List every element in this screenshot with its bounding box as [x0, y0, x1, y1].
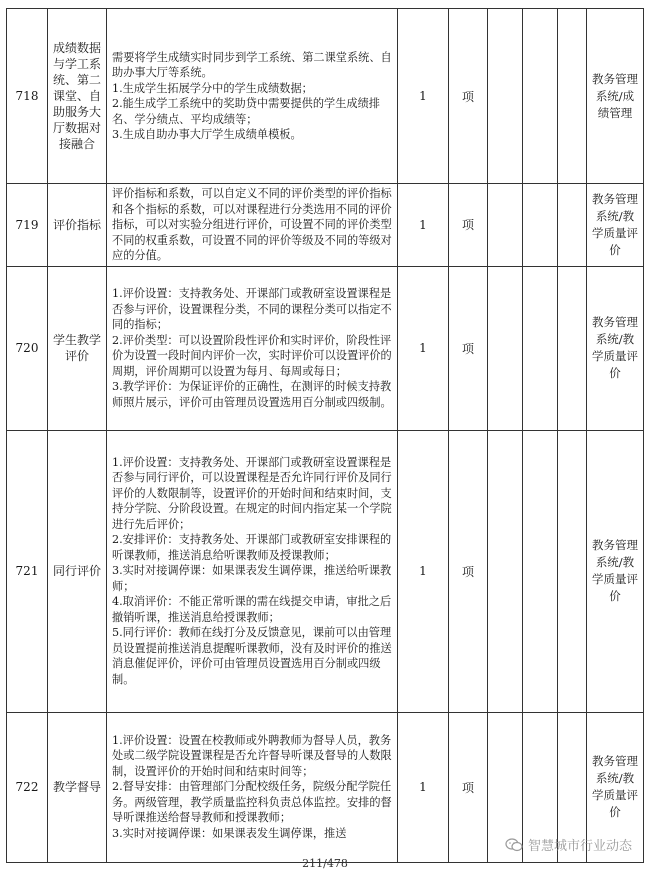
unit: 项: [449, 266, 488, 430]
item-name: 学生教学评价: [48, 266, 107, 430]
description-line: 4.取消评价：不能正常听课的需在线提交申请，审批之后撤销听课，推送消息给授课教师；: [112, 595, 392, 624]
unit: 项: [449, 430, 488, 712]
table-row: [7, 430, 644, 712]
empty-cell: [488, 184, 523, 267]
row-number: 718: [7, 9, 48, 184]
module-category: 教务管理系统/教学质量评价: [587, 712, 644, 862]
item-name: 教学督导: [48, 712, 107, 862]
watermark: [505, 835, 632, 854]
watermark-text: 智慧城市行业动态: [527, 839, 632, 854]
description-line: 1.评价设置：设置在校教师或外聘教师为督导人员，教务处或二级学院设置课程是否允许督导听课及督导的人数限制，设置评价的开始时间和结束时间等；: [112, 733, 392, 778]
unit: 项: [449, 184, 488, 267]
empty-cell: [558, 184, 587, 267]
description-line: 2.能生成学工系统中的奖助贷中需要提供的学生成绩排名、学分绩点、平均成绩等；: [112, 97, 380, 126]
table-row: [7, 266, 644, 430]
module-category: 教务管理系统/教学质量评价: [587, 184, 644, 267]
row-number: 720: [7, 266, 48, 430]
item-description: [107, 184, 398, 267]
empty-cell: [488, 266, 523, 430]
description-line: 需要将学生成绩实时同步到学工系统、第二课堂系统、自助办事大厅等系统。: [112, 50, 392, 79]
page-number: 211/478: [302, 857, 348, 870]
requirements-table: [6, 8, 644, 863]
empty-cell: [523, 266, 558, 430]
item-name: 评价指标: [48, 184, 107, 267]
description-line: 评价指标和系数，可以自定义不同的评价类型的评价指标和各个指标的系数，可以对课程进行分类选用不同的评价指标，可以对实验分组进行评价，可设置不同的评价类型不同的权重系数，可设置不同的评价等级及不同的等级对应的分值。: [112, 187, 392, 262]
quantity: 1: [398, 712, 449, 862]
description-line: 3.教学评价：为保证评价的正确性，在测评的时候支持教师照片展示，评价可由管理员设置选用百分制或四级制。: [112, 380, 392, 409]
item-description: [107, 430, 398, 712]
empty-cell: [488, 9, 523, 184]
description-line: 1.评价设置：支持教务处、开课部门或教研室设置课程是否参与同行评价，可以设置课程是否允许同行评价及同行评价的人数限制等，设置评价的开始时间和结束时间，支持分学院、分阶段设置。在规定的时间内指定某一个学院进行先后评价；: [112, 455, 392, 531]
empty-cell: [523, 430, 558, 712]
quantity: 1: [398, 184, 449, 267]
description-line: 2.督导安排：由管理部门分配校级任务，院级分配学院任务。两级管理，教学质量监控科负责总体监控。安排的督导听课推送给督导教师和授课教师；: [112, 780, 392, 825]
empty-cell: [558, 430, 587, 712]
description-line: 1.评价设置：支持教务处、开课部门或教研室设置课程是否参与评价，设置课程分类，不同的课程分类可以指定不同的指标；: [112, 287, 392, 331]
description-line: 2.评价类型：可以设置阶段性评价和实时评价，阶段性评价为设置一段时间内评价一次，实时评价可以设置评价的周期，评价周期可以设置为每月、每周或每日；: [112, 333, 392, 378]
wechat-icon: [505, 838, 523, 852]
quantity: 1: [398, 430, 449, 712]
item-description: [107, 266, 398, 430]
quantity: 1: [398, 266, 449, 430]
row-number: 719: [7, 184, 48, 267]
module-category: 教务管理系统/教学质量评价: [587, 430, 644, 712]
item-name: 成绩数据与学工系统、第二课堂、自助服务大厅数据对接融合: [48, 9, 107, 184]
empty-cell: [488, 430, 523, 712]
description-line: 5.同行评价：教师在线打分及反馈意见，课前可以由管理员设置提前推送消息提醒听课教师，没有及时评价的推送消息催促评价，评价可由管理员设置选用百分制或四级制。: [112, 626, 392, 686]
empty-cell: [558, 9, 587, 184]
unit: 项: [449, 9, 488, 184]
unit: 项: [449, 712, 488, 862]
row-number: 722: [7, 712, 48, 862]
empty-cell: [523, 184, 558, 267]
row-number: 721: [7, 430, 48, 712]
description-line: 3.实时对接调停课：如果课表发生调停课，推送给听课教师；: [112, 564, 392, 593]
description-line: 3.实时对接调停课：如果课表发生调停课，推送: [112, 826, 347, 840]
quantity: 1: [398, 9, 449, 184]
empty-cell: [523, 9, 558, 184]
table-row: [7, 9, 644, 184]
description-line: 3.生成自助办事大厅学生成绩单模板。: [112, 128, 302, 141]
module-category: 教务管理系统/教学质量评价: [587, 266, 644, 430]
item-name: 同行评价: [48, 430, 107, 712]
module-category: 教务管理系统/成绩管理: [587, 9, 644, 184]
empty-cell: [558, 266, 587, 430]
description-line: 1.生成学生拓展学分中的学生成绩数据；: [112, 81, 313, 95]
table-row: [7, 184, 644, 267]
item-description: [107, 9, 398, 184]
description-line: 2.安排评价：支持教务处、开课部门或教研室安排课程的听课教师，推送消息给听课教师及授课教师；: [112, 533, 392, 562]
item-description: [107, 712, 398, 862]
